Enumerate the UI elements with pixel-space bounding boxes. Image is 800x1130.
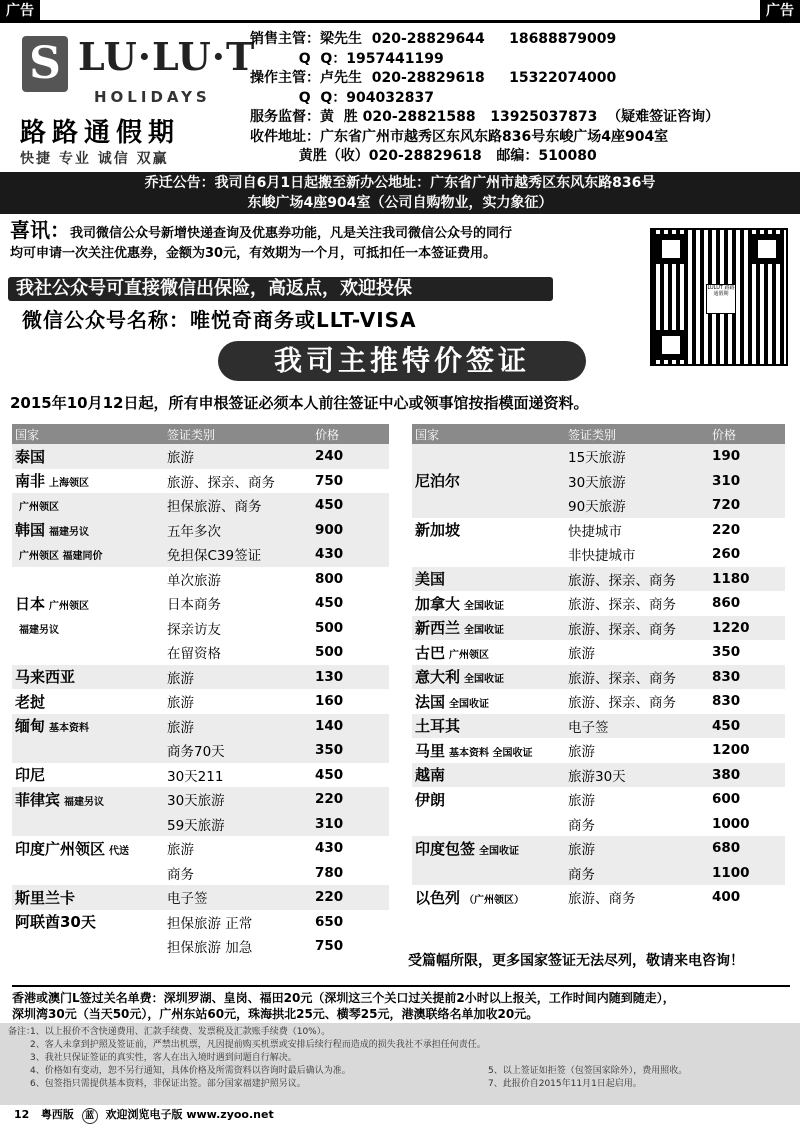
visa-price: 1200: [712, 742, 750, 759]
country-cell: [412, 714, 565, 739]
table-row: [12, 591, 389, 616]
country-name: 斯里兰卡: [15, 888, 76, 907]
visa-price: 650: [315, 913, 344, 930]
visa-type: 快捷城市: [568, 523, 622, 540]
table-row: [12, 836, 389, 861]
visa-type: 30天旅游: [565, 469, 709, 494]
visa-type: 旅游: [568, 646, 595, 663]
contact-line: 销售主管：梁先生 020-28829644 18688879009: [250, 31, 617, 47]
visa-type: 旅游、探亲、商务: [568, 695, 676, 712]
country-name: 印度广州领区: [15, 839, 106, 858]
country-cell: [12, 738, 164, 763]
table-row: [412, 885, 785, 910]
remarks-label: 备注：: [8, 1027, 36, 1037]
table-row: [12, 689, 389, 714]
country-name: 南非: [15, 472, 46, 491]
table-row: [12, 763, 389, 788]
table-row: [12, 934, 389, 959]
remark-item: 3、我社只保证签证的真实性，客人在出入境时遇到问题自行解决。: [30, 1053, 297, 1063]
country-cell: [12, 689, 164, 714]
table-row: [412, 836, 785, 861]
ad-label-right: 广告: [760, 0, 800, 22]
top-rule: [0, 20, 800, 23]
table-row: [12, 616, 389, 641]
country-note: 基本资料 全国收证: [449, 747, 533, 759]
remark-item: 2、客人未拿到护照及签证前，严禁出机票，凡因提前购买机票或安排后续行程而造成的损失我社不承担任何责任。: [30, 1040, 486, 1050]
visa-type: 90天旅游: [565, 493, 709, 518]
visa-price: 130: [312, 665, 389, 690]
visa-type: 电子签: [565, 714, 709, 739]
country-name: 加拿大: [415, 594, 461, 613]
visa-type: 30天211: [167, 768, 224, 785]
country-cell: [412, 469, 565, 494]
remark-item: 6、包签指只需提供基本资料，非保证出签。部分国家福建护照另议。: [30, 1079, 306, 1089]
country-name: 伊朗: [415, 790, 446, 809]
country-cell: [12, 861, 164, 886]
table-row: [412, 812, 785, 837]
limit-note: 受篇幅所限，更多国家签证无法尽列，敬请来电咨询！: [408, 953, 744, 969]
contact-line: 服务监督：黄 胜 020-28821588 13925037873 （疑难签证咨询）: [250, 109, 720, 125]
visa-price: 450: [315, 766, 344, 783]
logo-mark: S: [22, 36, 68, 92]
visa-type: 旅游: [565, 836, 709, 861]
visa-price: 380: [709, 763, 785, 788]
country-name: 马来西亚: [15, 668, 76, 687]
visa-price: 140: [312, 714, 389, 739]
logo-holidays: HOLIDAYS: [94, 88, 211, 106]
country-cell: [412, 567, 565, 592]
country-name: 新西兰: [415, 619, 461, 638]
country-cell: [12, 910, 164, 935]
table-row: [412, 665, 785, 690]
visa-type: 旅游、探亲、商务: [568, 597, 676, 614]
country-name: 以色列: [415, 888, 461, 907]
visa-price: 500: [315, 619, 344, 636]
visa-price: 450: [312, 493, 389, 518]
contact-line: 黄胜（收）020-28829618 邮编：510080: [250, 148, 597, 164]
qr-center-logo: LULUT 路路通假期: [706, 284, 736, 314]
country-cell: [412, 885, 565, 910]
country-cell: [12, 444, 164, 469]
country-cell: [412, 738, 565, 763]
visa-price: 780: [315, 864, 344, 881]
country-name: 土耳其: [415, 717, 461, 736]
visa-price: 1000: [712, 815, 750, 832]
col-country: 国家: [412, 424, 565, 444]
country-cell: [12, 714, 164, 739]
table-row: [12, 444, 389, 469]
visa-type: 日本商务: [167, 597, 221, 614]
visa-price: 400: [712, 889, 741, 906]
country-cell: [12, 934, 164, 959]
notice-line-1: 乔迁公告：我司自6月1日起搬至新办公地址：广东省广州市越秀区东风东路836号: [144, 175, 656, 191]
logo-slogan: 快捷 专业 诚信 双赢: [20, 151, 169, 167]
table-row: [412, 444, 785, 469]
visa-price: 750: [315, 938, 344, 955]
table-row: [12, 861, 389, 886]
remarks-block: [0, 1023, 800, 1105]
country-note: 福建另议: [64, 796, 105, 808]
wechat-account-name: 微信公众号名称：唯悦奇商务或LLT-VISA: [22, 308, 417, 332]
table-row: [12, 738, 389, 763]
table-row: [12, 787, 389, 812]
good-news-head: 喜讯：: [10, 218, 70, 242]
good-news: [10, 220, 645, 264]
visa-type: 59天旅游: [164, 812, 312, 837]
hk-macau-fees: [12, 985, 790, 1022]
country-name: 法国: [415, 692, 446, 711]
table-row: [412, 542, 785, 567]
visa-type: 单次旅游: [167, 572, 221, 589]
visa-price: 220: [312, 787, 389, 812]
visa-type: 商务70天: [164, 738, 312, 763]
visa-price: 450: [315, 595, 344, 612]
visa-price: 900: [312, 518, 389, 543]
table-row: [12, 665, 389, 690]
country-note: 全国收证: [464, 600, 505, 612]
visa-type: 旅游: [568, 793, 595, 810]
visa-type: 在留资格: [167, 646, 221, 663]
country-note: 广州领区: [49, 600, 90, 612]
visa-type: 担保旅游 加急: [167, 940, 253, 957]
country-name: 马里: [415, 741, 446, 760]
right-price-table: [412, 424, 785, 910]
visa-type: 旅游: [568, 744, 595, 761]
table-row: [12, 714, 389, 739]
table-row: [412, 493, 785, 518]
country-cell: [412, 763, 565, 788]
main-title-banner: 我司主推特价签证: [218, 341, 586, 381]
country-cell: [412, 812, 565, 837]
country-cell: [12, 787, 164, 812]
visa-price: 600: [712, 791, 741, 808]
contact-line: Q Q：1957441199: [250, 50, 444, 67]
visa-type: 旅游: [164, 714, 312, 739]
country-name: 新加坡: [415, 521, 461, 540]
country-cell: [412, 616, 565, 641]
company-logo: [14, 30, 256, 170]
country-cell: [412, 542, 565, 567]
visa-type: 五年多次: [164, 518, 312, 543]
country-cell: [12, 640, 164, 665]
relocation-notice: [0, 172, 800, 214]
table-row: [412, 518, 785, 543]
country-note: 全国收证: [464, 674, 505, 686]
country-cell: [12, 542, 164, 567]
table-row: [412, 714, 785, 739]
contact-line: Q Q：904032837: [250, 89, 434, 106]
country-cell: [412, 493, 565, 518]
visa-type: 30天旅游: [164, 787, 312, 812]
good-news-line-2: 均可申请一次关注优惠券，金额为30元，有效期为一个月，可抵扣任一本签证费用。: [10, 246, 497, 261]
country-name: 韩国: [15, 521, 46, 540]
visa-price: 800: [315, 570, 344, 587]
table-row: [12, 469, 389, 494]
visa-price: 310: [709, 469, 785, 494]
country-cell: [412, 861, 565, 886]
country-cell: [412, 640, 565, 665]
col-price: 价格: [709, 424, 785, 444]
remark-right-2: 7、此报价自2015年11月1日起启用。: [488, 1079, 642, 1089]
country-cell: [12, 763, 164, 788]
country-name: 越南: [415, 766, 446, 785]
country-cell: [12, 836, 164, 861]
country-cell: [12, 665, 164, 690]
visa-price: 500: [315, 644, 344, 661]
visa-type: 商务: [167, 866, 194, 883]
qr-finder: [656, 330, 686, 360]
logo-chinese-name: 路路通假期: [20, 118, 181, 148]
country-cell: [12, 469, 164, 494]
table-row: [412, 861, 785, 886]
table-row: [12, 910, 389, 935]
good-news-line-1: 我司微信公众号新增快递查询及优惠券功能，凡是关注我司微信公众号的同行: [70, 226, 513, 241]
visa-price: 1180: [709, 567, 785, 592]
table-row: [412, 591, 785, 616]
country-note: 广州领区 福建同价: [19, 551, 103, 563]
country-name: 古巴: [415, 643, 446, 662]
country-note: 全国收证: [449, 698, 490, 710]
table-row: [12, 518, 389, 543]
visa-price: 260: [712, 546, 741, 563]
visa-price: 830: [712, 693, 741, 710]
edition: 粤西版: [40, 1108, 74, 1121]
visa-type: 旅游30天: [565, 763, 709, 788]
country-note: 全国收证: [479, 845, 520, 857]
visa-price: 450: [709, 714, 785, 739]
qr-code-icon[interactable]: [650, 228, 788, 366]
col-type: 签证类别: [565, 424, 709, 444]
visa-price: 350: [712, 644, 741, 661]
country-note: 上海领区: [49, 478, 90, 490]
visa-price: 220: [312, 885, 389, 910]
visa-type: 旅游、商务: [568, 891, 636, 908]
visa-type: 旅游、探亲、商务: [565, 616, 709, 641]
logo-brand: LU·LU·T: [78, 34, 256, 79]
visa-type: 探亲访友: [167, 621, 221, 638]
country-cell: [412, 787, 565, 812]
visa-price: 750: [315, 472, 344, 489]
visa-type: 担保旅游、商务: [164, 493, 312, 518]
country-cell: [12, 812, 164, 837]
visa-price: 240: [312, 444, 389, 469]
fees-line-1: 香港或澳门L签过关名单费：深圳罗湖、皇岗、福田20元（深圳这三个关口过关提前2小时以上报关，工作时间内随到随走），: [12, 991, 675, 1005]
country-note: 基本资料: [49, 723, 90, 735]
table-row: [412, 469, 785, 494]
country-cell: [12, 885, 164, 910]
table-row: [412, 567, 785, 592]
fees-line-2: 深圳湾30元（当天50元），广州东站60元，珠海拱北25元、横琴25元，港澳联络名单加收20元。: [12, 1007, 539, 1021]
country-name: 意大利: [415, 668, 461, 687]
visa-type: 旅游: [167, 695, 194, 712]
remark-item: 1、以上报价不含快递费用、汇款手续费、发票税及汇款账手续费（10%）。: [30, 1027, 331, 1037]
country-cell: [12, 493, 164, 518]
visa-price: 430: [315, 840, 344, 857]
country-name: 日本: [15, 594, 46, 613]
visa-price: 680: [709, 836, 785, 861]
country-name: 菲律宾: [15, 790, 61, 809]
visa-type: 旅游: [164, 665, 312, 690]
country-name: 美国: [415, 570, 446, 589]
visa-price: 220: [712, 521, 741, 538]
country-cell: [412, 518, 565, 543]
country-name: 印度包签: [415, 839, 476, 858]
table-row: [12, 885, 389, 910]
country-cell: [412, 665, 565, 690]
visa-type: 非快捷城市: [568, 548, 636, 565]
visa-price: 1100: [709, 861, 785, 886]
country-cell: [12, 591, 164, 616]
qr-finder: [656, 234, 686, 264]
visa-type: 商务: [565, 861, 709, 886]
visa-price: 350: [312, 738, 389, 763]
country-note: 福建另议: [19, 624, 59, 636]
remark-item: 4、价格如有变动，恕不另行通知，具体价格及所需资料以咨询时最后确认为准。: [30, 1066, 351, 1076]
visa-type: 旅游、探亲、商务: [565, 665, 709, 690]
visa-price: 430: [312, 542, 389, 567]
table-row: [12, 542, 389, 567]
table-row: [412, 738, 785, 763]
country-cell: [412, 689, 565, 714]
table-row: [12, 493, 389, 518]
col-country: 国家: [12, 424, 164, 444]
visa-type: 商务: [568, 817, 595, 834]
visa-price: 860: [712, 595, 741, 612]
visa-type: 15天旅游: [565, 444, 709, 469]
col-price: 价格: [312, 424, 389, 444]
contact-line: 操作主管：卢先生 020-28829618 15322074000: [250, 70, 617, 86]
country-note: （广州领区）: [464, 894, 525, 906]
notice-line-2: 东峻广场4座904室（公司自购物业，实力象征）: [247, 195, 553, 211]
country-note: 广州领区: [19, 502, 59, 514]
country-name: 印尼: [15, 766, 46, 785]
visa-type: 旅游、探亲、商务: [565, 567, 709, 592]
visa-price: 310: [312, 812, 389, 837]
country-name: 缅甸: [15, 717, 46, 736]
visa-price: 720: [709, 493, 785, 518]
country-name: 老挝: [15, 692, 46, 711]
table-row: [12, 567, 389, 592]
country-cell: [12, 567, 164, 592]
country-note: 代送: [109, 845, 130, 857]
table-row: [12, 640, 389, 665]
table-row: [412, 616, 785, 641]
visa-type: 电子签: [164, 885, 312, 910]
visa-type: 免担保C39签证: [164, 542, 312, 567]
visa-type: 旅游、探亲、商务: [167, 474, 275, 491]
country-cell: [12, 518, 164, 543]
visa-type: 旅游: [164, 444, 312, 469]
country-note: 福建另议: [49, 527, 90, 539]
visa-price: 190: [709, 444, 785, 469]
schengen-rule: 2015年10月12日起，所有申根签证必须本人前往签证中心或领事馆按指模面递资料。: [10, 394, 589, 412]
footer: [14, 1106, 274, 1124]
page-number: 12: [14, 1108, 30, 1121]
country-name: 尼泊尔: [415, 472, 461, 491]
footer-logo-icon: 蓝: [82, 1108, 98, 1124]
visa-type: 旅游: [167, 842, 194, 859]
qr-finder: [752, 234, 782, 264]
wechat-insurance-banner: 我社公众号可直接微信出保险，高返点，欢迎投保: [8, 277, 553, 301]
contact-block: [250, 30, 795, 167]
contact-line: 收件地址：广东省广州市越秀区东风东路836号东峻广场4座904室: [250, 128, 669, 145]
visa-price: 1220: [709, 616, 785, 641]
table-row: [412, 763, 785, 788]
country-name: 泰国: [15, 447, 46, 466]
visa-price: 160: [315, 693, 344, 710]
remark-right-1: 5、以上签证如拒签（包签国家除外），费用照收。: [488, 1066, 688, 1076]
visa-type: 担保旅游 正常: [167, 915, 253, 932]
country-cell: [412, 444, 565, 469]
table-row: [412, 787, 785, 812]
table-row: [412, 689, 785, 714]
country-name: 阿联酋30天: [15, 913, 96, 932]
table-row: [12, 812, 389, 837]
col-type: 签证类别: [164, 424, 312, 444]
ad-label-left: 广告: [0, 0, 40, 22]
visa-price: 830: [709, 665, 785, 690]
country-cell: [412, 591, 565, 616]
table-row: [412, 640, 785, 665]
country-cell: [412, 836, 565, 861]
country-note: 全国收证: [464, 625, 505, 637]
country-note: 广州领区: [449, 649, 490, 661]
left-price-table: [12, 424, 389, 959]
footer-website[interactable]: 欢迎浏览电子版 www.zyoo.net: [105, 1108, 274, 1121]
country-cell: [12, 616, 164, 641]
